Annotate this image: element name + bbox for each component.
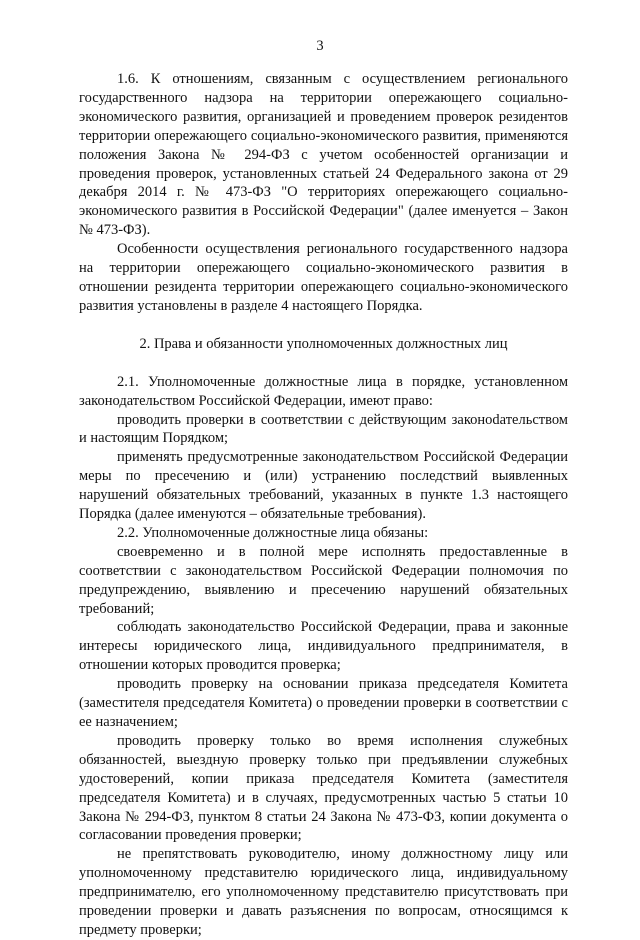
- section-heading-wrapper: [79, 335, 568, 354]
- paragraph-right-inspections: проводить проверки в соответствии с действующим законоdательством и настоящим Порядком;: [79, 411, 568, 447]
- paragraph-special-features: Особенности осуществления регионального государственного надзора на территории опережающего социально-экономического развития в отношении резидента территории опережающего социально-экономического развития установлены в разделе 4 настоящего Порядка.: [79, 241, 568, 314]
- paragraph-1-6: 1.6. К отношениям, связанным с осуществлением регионального государственного надзора на территории опережающего социально-экономического развития, организацией и проведением проверок резидентов территории опережающего социально-экономического развития, применяются положения Закона № 294-ФЗ с учетом особенностей организации и проведения проверок, установленных статьей 24 Федерального закона от 29 декабря 2014 г. № 473-ФЗ "О территориях опережающего социально-экономического развития в Российской Федерации" (далее именуется – Закон № 473-ФЗ).: [79, 71, 568, 239]
- paragraph-right-measures: применять предусмотренные законодательством Российской Федерации меры по пресечению и (или) устранению последствий выявленных нарушений обязательных требований, указанных в пункте 1.3 настоящего Порядка (далее именуются – обязательные требования).: [79, 449, 568, 523]
- paragraph-duty-presence: не препятствовать руководителю, иному должностному лицу или уполномоченному представителю юридического лица, индивидуальному предпринимателю, его уполномоченному представителю присутствовать при проведении проверки и давать разъяснения по вопросам, относящимся к предмету проверки;: [79, 846, 568, 938]
- paragraph-2-2: 2.2. Уполномоченные должностные лица обязаны:: [117, 524, 429, 541]
- section-2-heading: 2. Права и обязанности уполномоченных должностных лиц: [139, 335, 508, 352]
- paragraph-duty-time: проводить проверку только во время исполнения служебных обязанностей, выездную проверку только при предъявлении служебных удостоверений, копии приказа председателя Комитета (заместителя председателя Комитета) и в случаях, предусмотренных частью 5 статьи 10 Закона № 294-ФЗ, пунктом 8 статьи 24 Закона № 473-ФЗ, копии документа о согласовании проведения проверки;: [79, 732, 568, 844]
- paragraph-2-1: 2.1. Уполномоченные должностные лица в порядке, установленном законодательством Российской Федерации, имеют право:: [79, 373, 568, 409]
- paragraph-duty-powers: своевременно и в полной мере исполнять предоставленные в соответствии с законодательством Российской Федерации полномочия по предупреждению, выявлению и пресечению нарушений обязательных требований;: [79, 543, 568, 617]
- paragraph-duty-order: проводить проверку на основании приказа председателя Комитета (заместителя председателя Комитета) о проведении проверки в соответствии с ее назначением;: [79, 676, 568, 730]
- page-number: 3: [316, 38, 324, 54]
- page-content: [79, 70, 568, 940]
- paragraph-duty-law: соблюдать законодательство Российской Федерации, права и законные интересы юридического лица, индивидуального предпринимателя, в отношении которых проводится проверка;: [79, 619, 568, 674]
